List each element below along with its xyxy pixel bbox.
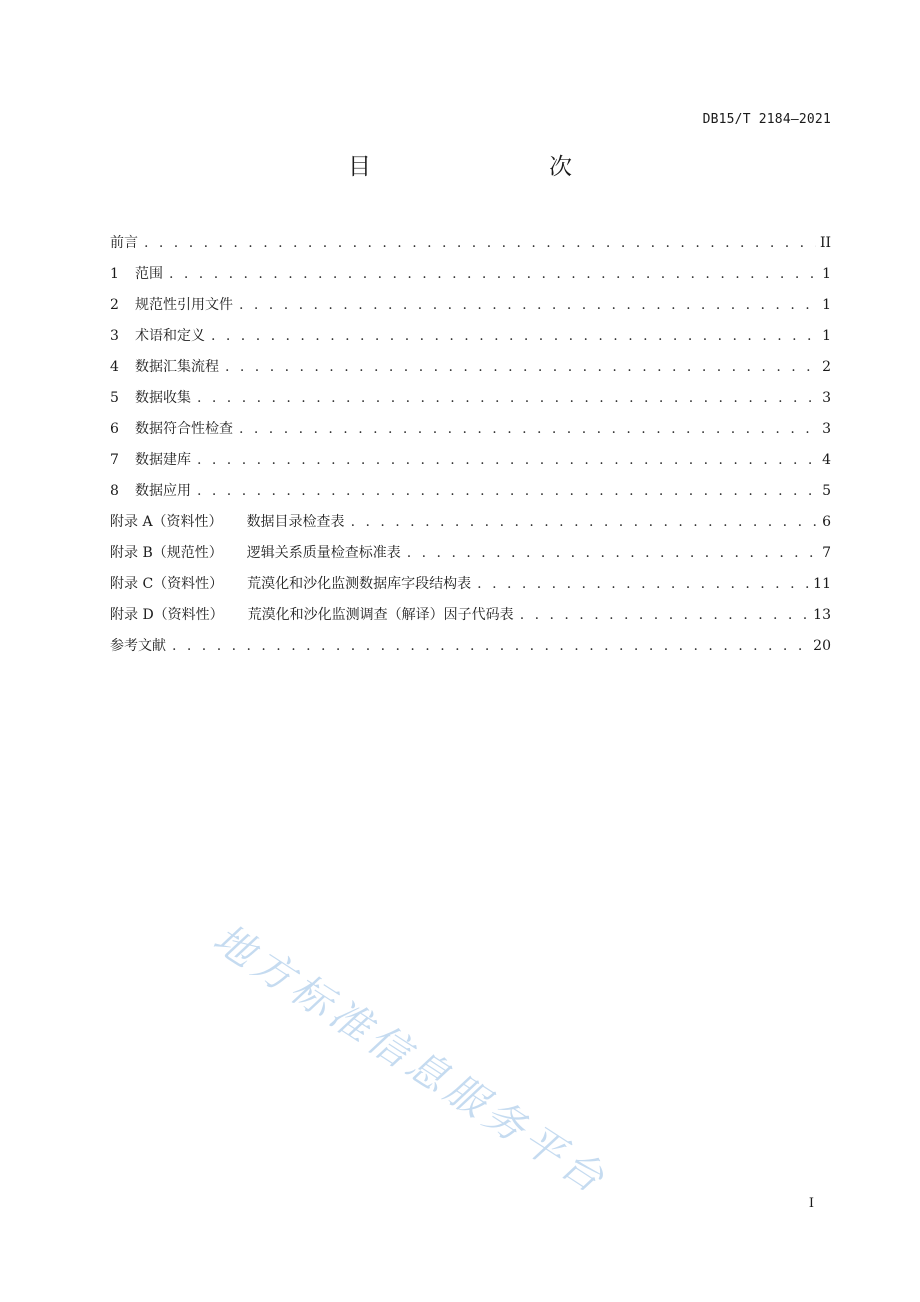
- watermark-text: 地方标准信息服务平台: [205, 915, 616, 1205]
- toc-entry-scope[interactable]: [110, 263, 831, 294]
- toc-leader-dots: [520, 604, 809, 626]
- toc-entry-label: 荒漠化和沙化监测数据库字段结构表: [247, 576, 472, 592]
- toc-leader-dots: [477, 573, 809, 595]
- toc-entry-number: 4: [110, 359, 119, 375]
- toc-entry-appendix-prefix: 附录 D（资料性）: [110, 607, 224, 623]
- toc-entry-foreword[interactable]: [110, 232, 831, 263]
- toc-leader-dots: [225, 356, 818, 378]
- toc-entry-number: 5: [110, 390, 119, 406]
- toc-entry-label: 荒漠化和沙化监测调查（解译）因子代码表: [247, 607, 514, 623]
- toc-entry-number: 6: [110, 421, 119, 437]
- toc-entry-aggregation-process[interactable]: [110, 356, 831, 387]
- toc-leader-dots: [351, 511, 819, 533]
- toc-entry-appendix-d[interactable]: [110, 604, 831, 635]
- toc-entry-page: 1: [822, 297, 831, 313]
- toc-title: 目 次: [348, 154, 616, 180]
- toc-entry-number: 1: [110, 266, 119, 282]
- toc-entry-label: 数据建库: [135, 452, 191, 468]
- toc-leader-dots: [211, 325, 818, 347]
- toc-entry-label: 参考文献: [110, 638, 166, 654]
- toc-entry-label: 数据目录检查表: [246, 514, 345, 530]
- toc-leader-dots: [197, 449, 818, 471]
- toc-entry-page: 1: [822, 266, 831, 282]
- toc-entry-normative-references[interactable]: [110, 294, 831, 325]
- toc-entry-label: 数据符合性检查: [135, 421, 233, 437]
- toc-entry-label: 数据收集: [135, 390, 191, 406]
- toc-entry-label: 术语和定义: [135, 328, 205, 344]
- toc-entry-page: 6: [822, 514, 831, 530]
- toc-leader-dots: [197, 480, 818, 502]
- toc-entry-conformity-check[interactable]: [110, 418, 831, 449]
- toc-entry-page: 5: [822, 483, 831, 499]
- toc-entry-page: 1: [822, 328, 831, 344]
- toc-entry-label: 规范性引用文件: [135, 297, 233, 313]
- toc-entry-number: 8: [110, 483, 119, 499]
- toc-entry-appendix-prefix: 附录 B（规范性）: [110, 545, 223, 561]
- toc-entry-data-application[interactable]: [110, 480, 831, 511]
- toc-leader-dots: [239, 294, 818, 316]
- toc-entry-database-building[interactable]: [110, 449, 831, 480]
- toc-leader-dots: [172, 635, 809, 657]
- toc-entry-number: 7: [110, 452, 119, 468]
- toc-entry-appendix-prefix: 附录 C（资料性）: [110, 576, 224, 592]
- toc-entry-label: 数据汇集流程: [135, 359, 219, 375]
- toc-entry-page: 20: [813, 638, 831, 654]
- table-of-contents: [110, 232, 831, 666]
- toc-leader-dots: [407, 542, 818, 564]
- toc-entry-page: 3: [822, 421, 831, 437]
- toc-entry-terms[interactable]: [110, 325, 831, 356]
- toc-entry-number: 3: [110, 328, 119, 344]
- toc-leader-dots: [197, 387, 818, 409]
- toc-entry-bibliography[interactable]: [110, 635, 831, 666]
- toc-entry-label: 前言: [110, 235, 138, 251]
- toc-entry-label: 数据应用: [135, 483, 191, 499]
- toc-entry-page: 3: [822, 390, 831, 406]
- toc-entry-label: 范围: [135, 266, 163, 282]
- toc-entry-appendix-c[interactable]: [110, 573, 831, 604]
- toc-entry-page: 2: [822, 359, 831, 375]
- toc-entry-page: 4: [822, 452, 831, 468]
- toc-leader-dots: [239, 418, 818, 440]
- toc-entry-page: 11: [813, 576, 831, 592]
- toc-entry-page: II: [819, 235, 831, 251]
- toc-entry-appendix-b[interactable]: [110, 542, 831, 573]
- toc-entry-number: 2: [110, 297, 119, 313]
- toc-entry-page: 7: [822, 545, 831, 561]
- toc-entry-data-collection[interactable]: [110, 387, 831, 418]
- toc-entry-appendix-prefix: 附录 A（资料性）: [110, 514, 223, 530]
- document-code: DB15/T 2184—2021: [702, 112, 831, 127]
- toc-entry-appendix-a[interactable]: [110, 511, 831, 542]
- toc-leader-dots: [144, 232, 816, 254]
- toc-entry-label: 逻辑关系质量检查标准表: [246, 545, 401, 561]
- toc-entry-page: 13: [813, 607, 831, 623]
- toc-leader-dots: [169, 263, 818, 285]
- page-number: I: [808, 1196, 814, 1211]
